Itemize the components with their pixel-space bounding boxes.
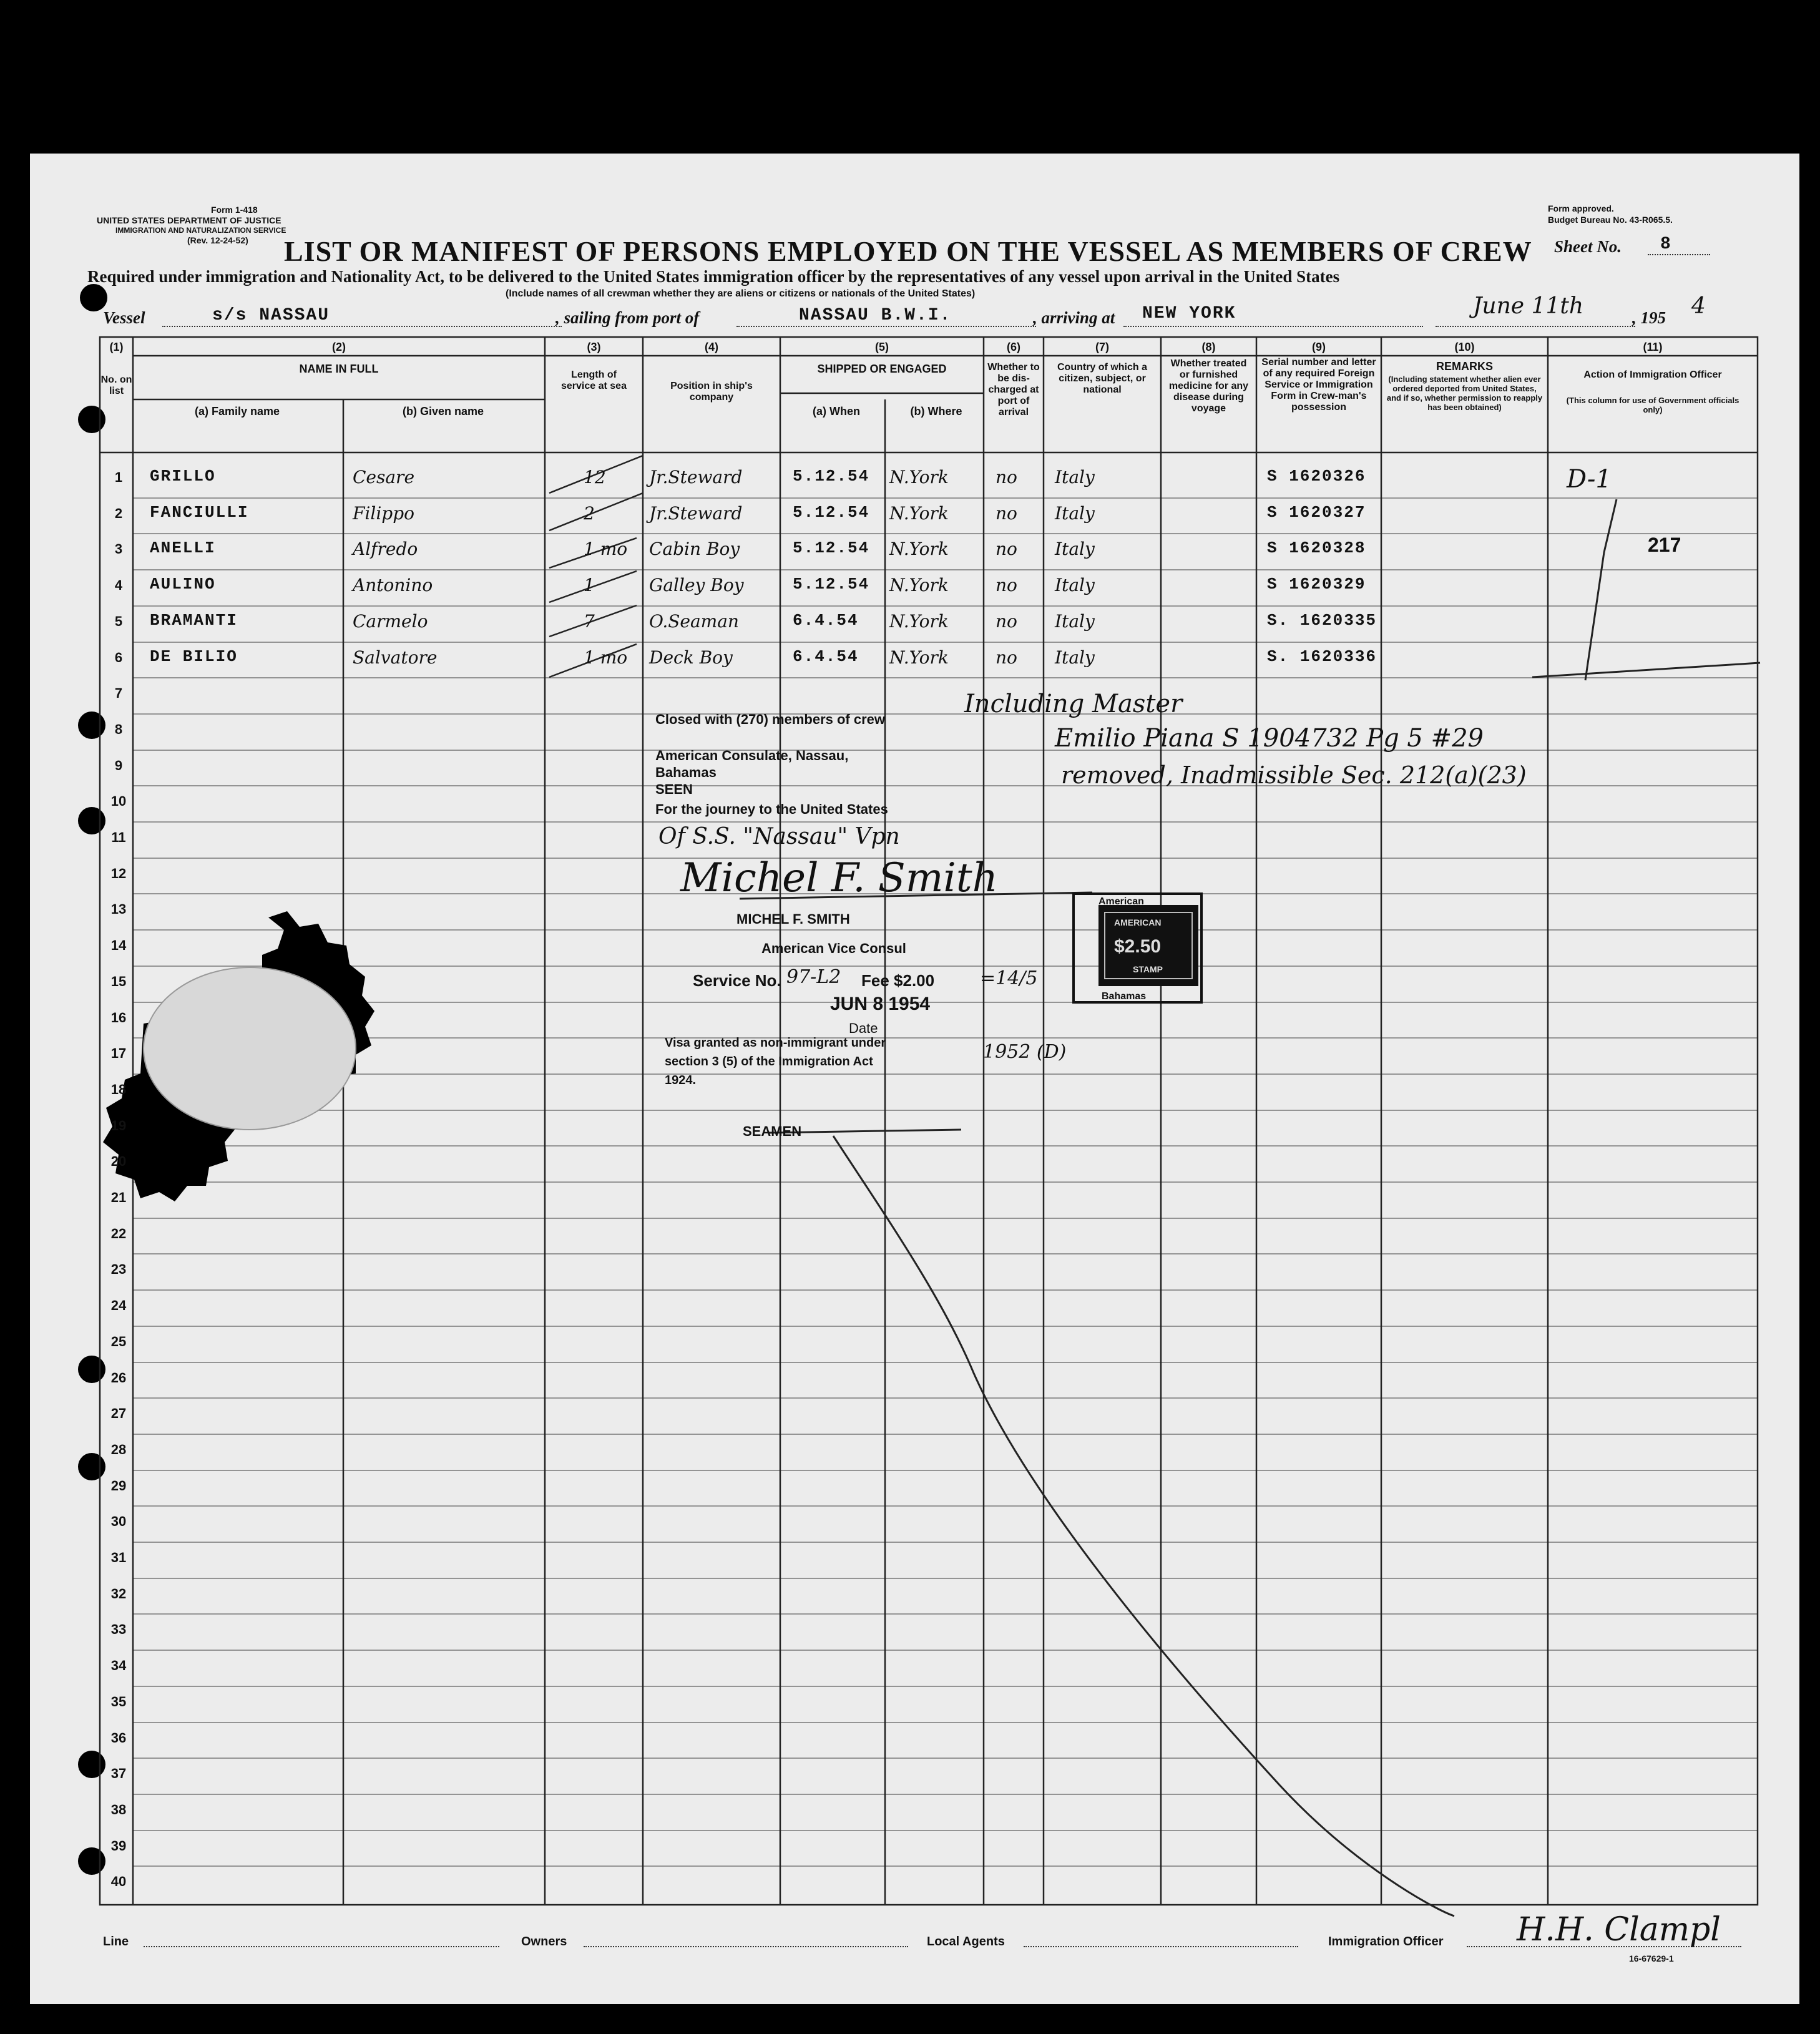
officer-title: American Vice Consul	[761, 941, 906, 956]
shipped-where: N.York	[889, 502, 949, 524]
row-number: 1	[114, 469, 123, 485]
discharge: no	[996, 610, 1017, 632]
family-name: FANCIULLI	[150, 502, 249, 522]
col4-header: Position in ship's company	[670, 381, 753, 403]
col9-number: (9)	[1312, 341, 1326, 353]
sailing-port: NASSAU B.W.I.	[799, 306, 952, 325]
col3-header: Length of service at sea	[561, 369, 627, 391]
col5b-header: (b) Where	[910, 405, 962, 418]
form-code: 16-67629-1	[1629, 1953, 1674, 1963]
col4-number: (4)	[705, 341, 718, 353]
length-of-service: 7	[584, 610, 595, 632]
col1-number: (1)	[109, 341, 124, 353]
emilio-piana-note: Emilio Piana S 1904732 Pg 5 #29	[1055, 724, 1484, 753]
footer-line-underline	[144, 1946, 499, 1947]
date-label: Date	[849, 1020, 878, 1036]
row-number: 7	[114, 685, 123, 702]
requirement-text: Required under immigration and Nationality Act, to be delivered to the United States immigration officer by the representatives of any vessel upon arrival in the United States	[87, 267, 1340, 286]
row-number: 18	[110, 1081, 127, 1097]
col2-number: (2)	[332, 341, 346, 353]
officer-name: MICHEL F. SMITH	[736, 911, 850, 927]
row-number: 9	[114, 757, 123, 773]
action-number: 217	[1648, 534, 1681, 556]
given-name: Antonino	[353, 575, 433, 596]
visa-line2: section 3 (5) of the Immigration Act	[665, 1055, 873, 1068]
date-stamp: JUN 8 1954	[830, 994, 931, 1014]
shipped-where: N.York	[889, 610, 949, 632]
visa-line1: Visa granted as non-immigrant under	[665, 1036, 886, 1050]
discharge: no	[996, 647, 1017, 668]
row-number: 17	[110, 1045, 127, 1062]
footer-owners-label: Owners	[521, 1935, 567, 1948]
revenue-stamp-label: STAMP	[1133, 964, 1163, 974]
form-approved: Form approved.	[1548, 203, 1614, 213]
length-of-service: 12	[584, 467, 606, 487]
length-of-service: 2	[584, 502, 595, 524]
family-name: ANELLI	[150, 539, 216, 558]
row-number: 38	[110, 1801, 127, 1817]
row-number: 35	[110, 1693, 127, 1709]
col10-number: (10)	[1454, 341, 1475, 353]
vessel-name: s/s NASSAU	[212, 306, 330, 325]
arriving-label: , arriving at	[1033, 308, 1115, 327]
footer-agents-underline	[1024, 1946, 1298, 1947]
service-label: Service No.	[693, 971, 781, 990]
col5-number: (5)	[875, 341, 889, 353]
closed-with-stamp: Closed with (270) members of crew	[655, 711, 885, 727]
row-number: 16	[110, 1009, 127, 1025]
row-number: 5	[114, 613, 123, 629]
country: Italy	[1055, 502, 1095, 524]
row-number: 6	[114, 649, 123, 665]
budget-bureau: Budget Bureau No. 43-R065.5.	[1548, 215, 1673, 225]
row-number: 13	[110, 901, 127, 917]
journey-stamp: For the journey to the United States	[655, 801, 888, 817]
consulate-line2: Bahamas	[655, 765, 717, 780]
discharge: no	[996, 467, 1017, 487]
length-of-service: 1 mo	[584, 647, 628, 668]
col11-subheader: (This column for use of Government officials only)	[1566, 396, 1739, 414]
position: Deck Boy	[649, 647, 733, 668]
col5-header: SHIPPED OR ENGAGED	[817, 363, 947, 375]
row-number: 21	[110, 1190, 127, 1205]
revenue-bottom: Bahamas	[1102, 991, 1147, 1002]
visa-year: 1952 (D)	[983, 1041, 1067, 1063]
row-number: 2	[114, 505, 123, 521]
sheet-number: 8	[1660, 235, 1672, 254]
shipped-when: 5.12.54	[793, 539, 870, 558]
officer-signature: H.H. Clampl	[1517, 1911, 1721, 1948]
row-number: 26	[110, 1369, 127, 1386]
row-number: 25	[110, 1333, 127, 1349]
revenue-amount: $2.50	[1114, 936, 1162, 957]
row-number: 24	[110, 1298, 127, 1314]
revenue-top: American	[1098, 896, 1144, 907]
position: Galley Boy	[649, 575, 744, 596]
discharge: no	[996, 502, 1017, 524]
serial-number: S 1620326	[1267, 467, 1366, 486]
footer-officer-label: Immigration Officer	[1328, 1935, 1444, 1948]
length-of-service: 1 mo	[584, 539, 628, 560]
row-number: 22	[110, 1225, 127, 1241]
row-number: 40	[110, 1874, 127, 1890]
fee-note: =14/5	[980, 967, 1038, 989]
col2-header: NAME IN FULL	[299, 363, 379, 375]
col5a-header: (a) When	[813, 405, 860, 418]
position: Jr.Steward	[649, 467, 743, 487]
sheet-label: Sheet No.	[1554, 237, 1622, 256]
revenue-mid: AMERICAN	[1114, 917, 1162, 927]
col7-header: Country of which a citizen, subject, or national	[1057, 362, 1147, 395]
row-number: 37	[110, 1766, 127, 1782]
row-number: 19	[110, 1117, 127, 1133]
col8-number: (8)	[1201, 341, 1216, 353]
fee-stamp: Fee $2.00	[861, 971, 935, 990]
service-name: IMMIGRATION AND NATURALIZATION SERVICE	[115, 226, 286, 235]
row-number: 29	[110, 1477, 127, 1494]
shipped-where: N.York	[889, 575, 949, 596]
footer-line-label: Line	[103, 1935, 129, 1948]
removed-note: removed, Inadmissible Sec. 212(a)(23)	[1061, 761, 1527, 789]
row-number: 39	[110, 1837, 127, 1854]
row-number: 20	[110, 1153, 127, 1170]
row-number: 34	[110, 1658, 127, 1674]
form-revision: (Rev. 12-24-52)	[187, 235, 248, 245]
given-name: Carmelo	[353, 610, 428, 632]
row-number: 14	[110, 937, 127, 954]
row-number: 36	[110, 1729, 127, 1746]
col10-header: REMARKS	[1436, 360, 1493, 373]
row-number: 11	[111, 829, 126, 845]
row-number: 12	[110, 865, 127, 881]
action-code: D-1	[1567, 465, 1612, 494]
col1-header: No. on list	[100, 374, 132, 396]
of-ss-nassau: Of S.S. "Nassau" Vpn	[658, 824, 900, 849]
including-master-note: Including Master	[964, 690, 1183, 718]
shipped-when: 6.4.54	[793, 610, 859, 630]
country: Italy	[1055, 539, 1095, 560]
footer-agents-label: Local Agents	[927, 1935, 1005, 1948]
year-prefix: , 195	[1632, 308, 1666, 327]
col8-header: Whether treated or furnished medicine for any disease during voyage	[1168, 358, 1249, 414]
shipped-when: 5.12.54	[793, 502, 870, 522]
form-number: Form 1-418	[211, 205, 258, 215]
seamen-stamp: SEAMEN	[743, 1123, 802, 1139]
country: Italy	[1055, 467, 1095, 487]
given-name: Cesare	[353, 467, 415, 487]
country: Italy	[1055, 647, 1095, 668]
seen-stamp: SEEN	[655, 781, 693, 797]
serial-number: S. 1620336	[1267, 647, 1377, 666]
col7-number: (7)	[1095, 341, 1109, 353]
family-name: GRILLO	[150, 467, 216, 486]
length-of-service: 1	[584, 575, 595, 596]
consulate-line1: American Consulate, Nassau,	[655, 748, 849, 763]
shipped-when: 6.4.54	[793, 647, 859, 666]
row-number: 10	[110, 793, 127, 809]
col11-header: Action of Immigration Officer	[1583, 369, 1722, 380]
col6-number: (6)	[1007, 341, 1020, 353]
col11-number: (11)	[1643, 341, 1663, 353]
serial-number: S. 1620335	[1267, 610, 1377, 630]
country: Italy	[1055, 575, 1095, 596]
include-note: (Include names of all crewman whether they are aliens or citizens or nationals of the United States)	[506, 288, 976, 299]
shipped-where: N.York	[889, 647, 949, 668]
row-number: 28	[110, 1441, 127, 1457]
discharge: no	[996, 575, 1017, 596]
serial-number: S 1620329	[1267, 575, 1366, 594]
service-number: 97-L2	[786, 966, 841, 988]
shipped-where: N.York	[889, 539, 949, 560]
country: Italy	[1055, 610, 1095, 632]
given-name: Alfredo	[353, 539, 418, 560]
col2b-header: (b) Given name	[402, 405, 484, 418]
col6-header: Whether to be dis-charged at port of arrival	[987, 362, 1040, 418]
row-number: 15	[110, 973, 127, 989]
document-title: LIST OR MANIFEST OF PERSONS EMPLOYED ON THE VESSEL AS MEMBERS OF CREW	[284, 235, 1532, 267]
row-number: 31	[110, 1550, 127, 1565]
row-number: 23	[110, 1261, 127, 1278]
consul-signature: Michel F. Smith	[680, 855, 998, 901]
year-suffix: 4	[1691, 293, 1706, 319]
row-number: 32	[110, 1585, 127, 1601]
col3-number: (3)	[587, 341, 601, 353]
given-name: Filippo	[353, 502, 414, 524]
position: O.Seaman	[649, 610, 739, 632]
given-name: Salvatore	[353, 647, 438, 668]
agency-name: UNITED STATES DEPARTMENT OF JUSTICE	[97, 215, 281, 225]
sailing-label: , sailing from port of	[555, 308, 700, 327]
shipped-when: 5.12.54	[793, 467, 870, 486]
row-number: 8	[114, 721, 123, 737]
vessel-label: Vessel	[103, 308, 145, 327]
row-number: 30	[110, 1513, 127, 1530]
row-number: 27	[110, 1406, 127, 1422]
visa-line3: 1924.	[665, 1073, 697, 1087]
footer-owners-underline	[584, 1946, 908, 1947]
row-number: 4	[114, 577, 123, 594]
position: Jr.Steward	[649, 502, 743, 524]
row-number: 33	[110, 1621, 127, 1638]
shipped-where: N.York	[889, 467, 949, 487]
position: Cabin Boy	[649, 539, 740, 560]
family-name: AULINO	[150, 575, 216, 594]
arriving-port: NEW YORK	[1142, 304, 1236, 323]
arrival-date: June 11th	[1473, 293, 1584, 319]
col10-subheader: (Including statement whether alien ever ordered deported from United States, and if so, whether permission to reapply has been obtained)	[1386, 374, 1543, 412]
family-name: BRAMANTI	[150, 610, 238, 630]
row-number: 3	[114, 541, 123, 557]
serial-number: S 1620328	[1267, 539, 1366, 558]
shipped-when: 5.12.54	[793, 575, 870, 594]
discharge: no	[996, 539, 1017, 560]
col9-header: Serial number and letter of any required Foreign Service or Immigration Form in Crew-man's possession	[1261, 357, 1376, 413]
family-name: DE BILIO	[150, 647, 238, 666]
serial-number: S 1620327	[1267, 502, 1366, 522]
col2a-header: (a) Family name	[194, 405, 280, 418]
